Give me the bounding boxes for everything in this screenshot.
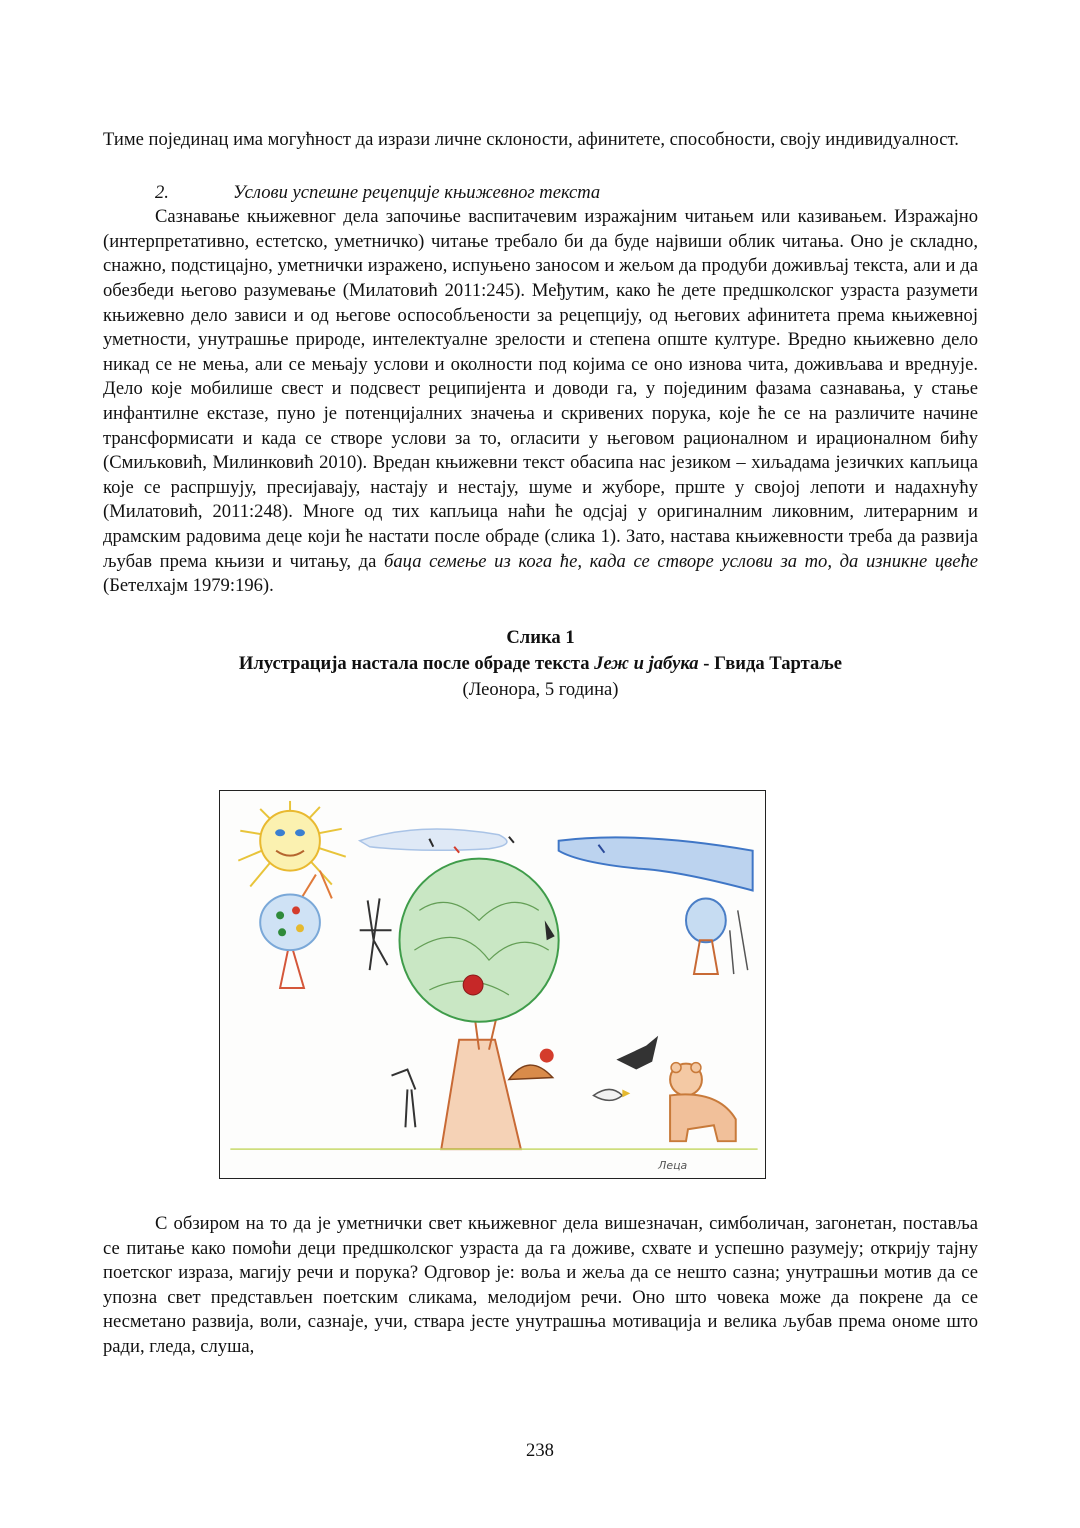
- page-body-continued: [103, 1212, 978, 1360]
- paragraph-reception-end: (Бетелхајм 1979:196).: [103, 575, 274, 597]
- figure-credit: (Леонора, 5 година): [462, 678, 619, 700]
- page-body: [103, 128, 978, 703]
- section-number: 2.: [155, 181, 169, 203]
- section-heading: [103, 181, 978, 206]
- drawing-signature: Леца: [658, 1159, 688, 1173]
- figure-heading: [103, 625, 978, 703]
- paragraph-reception-main: Сазнавање књижевног дела започиње васпитачевим изражајним читањем или казивањем. Изражајно (интерпретативно, естетско, уметничко) читање требало би да буде највиши облик читања. Оно је складно, снажно, подстицајно, уметнички изражено, испуњено заносом и жељом да продуби доживљај текста, али и да обезбеди његово разумевање (Милатовић 2011:245). Међутим, како ће дете предшколског узраста разумети књижевно дело зависи и од његове оспособљености за рецепцију, од његових афинитета према књижевној уметности, унутрашње природе, интелектуалне зрелости и степена опште културе. Вредно књижевно дело никад се не мења, али се мењају услови и околности под којима се оно изнова чита, доживљава и вреднује. Дело које мобилише свест и подсвест реципијента и доводи га, у појединим фазама сазнавања, у стање инфантилне екстазе, пуно је потенцијалних значења и скривених порука, које ће се на различите начине трансформисати и када се створе услови за то, огласити у његовом рационалном и ирационалном бићу (Смиљковић, Милинковић 2010). Вредан књижевни текст обасипа нас језиком – хиљадама језичких капљица које се распршују, пресијавају, настају и нестају, шуме и жуборе, прште у својој лепоти и надахнућу (Милатовић, 2011:248). Многе од тих капљица наћи ће одсјај у оригиналним ликовним, литерарним и драмским радовима деце који ће настати после обраде (слика 1). Зато, настава књижевности треба да развија љубав према књизи и читању, да: [103, 206, 978, 572]
- page-number: 238: [526, 1440, 554, 1461]
- crow-drawing: [616, 1036, 658, 1070]
- paragraph-reception: [103, 205, 978, 599]
- small-tree-right: [686, 898, 748, 974]
- hedgehog-drawing: [509, 1049, 554, 1080]
- rabbit-bottom-drawing: [392, 1070, 416, 1128]
- child-drawing-figure: [219, 790, 766, 1179]
- bird-drawing: [593, 1089, 630, 1100]
- drawing-illustration: [220, 791, 765, 1178]
- figure-caption: [103, 651, 978, 677]
- paragraph-motivation: С обзиром на то да је уметнички свет књижевног дела вишезначан, симболичан, загонетан, поставља се питање како помоћи деци предшколског узраста да га доживе, схвате и успешно разумеју; открију тајну поетског израза, магију речи и порука? Одговор је: воља и жеља да се нешто сазна; унутрашњи мотив да се упозна свет представљен поетским сликама, мелодијом речи. Оно што човека може да покрене да се несметано развија, воли, сазнаје, учи, ствара јесте унутрашња мотивација и велика љубав према ономе што ради, гледа, слуша,: [103, 1213, 978, 1357]
- section-title: Услови успешне рецепције књижевног текста: [233, 181, 601, 203]
- sun-drawing: [238, 801, 345, 900]
- small-tree-left: [260, 894, 320, 988]
- figure-label: Слика 1: [506, 626, 575, 648]
- apple-tree-drawing: [399, 859, 558, 1149]
- figure-caption-pre: Илустрација настала после обраде текста: [238, 652, 595, 674]
- sky-clouds: [360, 829, 753, 890]
- bear-drawing: [670, 1063, 736, 1142]
- paragraph-intro: Тиме појединац има могућност да изрази личне склоности, афинитете, способности, своју индивидуалност.: [103, 129, 959, 150]
- rabbit-drawing: [360, 898, 392, 970]
- figure-caption-title: Јеж и јабука: [594, 652, 699, 674]
- paragraph-reception-quote: баца семење из кога ће, када се створе услови за то, да изникне цвеће: [384, 550, 978, 572]
- figure-caption-post: - Гвида Тартаље: [698, 652, 843, 674]
